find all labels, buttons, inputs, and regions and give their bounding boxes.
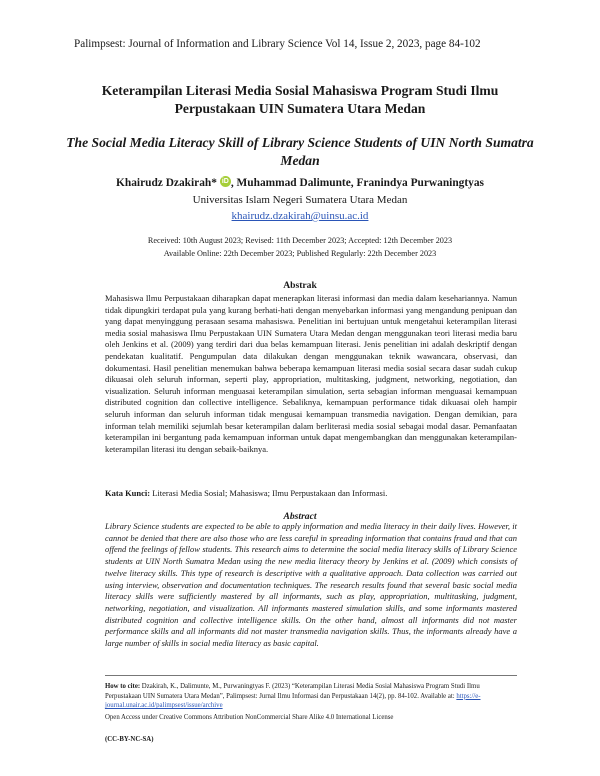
other-authors: , Muhammad Dalimunte, Franindya Purwaningtyas [230,177,484,189]
author-list [40,176,560,189]
keywords [105,488,517,498]
abstrak-body: Mahasiswa Ilmu Perpustakaan diharapkan dapat menerapkan literasi informasi dan media dalam kesehariannya. Namun tidak dipungkiri terdapat pula yang kurang berhati-hati dengan menyebarkan informasi yang mengandung penipuan dan yang dapat menyinggung perasaan sesama mahasiswa. Penelitian ini bertujuan untuk mengetahui keterampilan literasi media sosial mahasiswa Ilmu Perpustakaan UIN Sumatera Utara Medan dengan menggunakan teori literasi media baru oleh Jenkins et al. (2009) yang terdiri dari dua belas kemampuan literasi. Jenis penelitian ini adalah deskriptif dengan pendekatan kualitatif. Pengumpulan data dilakukan dengan menggunakan teknik wawancara, observasi, dan dokumentasi. Hasil penelitian menemukan bahwa beberapa kemampuan literasi media sosial secara dasar sudah cukup dikuasai oleh seluruh informan, seperti play, appropriation, multitasking, judgment, networking, negotiation, dan visualization. Seluruh informan menguasai keterampilan simulation, serta sebagian informan menguasai kemampuan distributed cognition dan collective intelligence. Sebaliknya, kemampuan performance tidak dikuasai oleh hampir seluruh informan dan seluruh informan tidak mengusai kemampuan transmedia navigation. Dengan demikian, para informan telah memiliki sejumlah besar keterampilan dalam berliterasi media sosial sebagai modal dasar. Pemanfaatan keterampilan ini bergantung pada kemampuan informan untuk dapat mengembangkan dan menggunakan keterampilan-keterampilan literasi itu dengan sebaik-baiknya. [105,293,517,454]
citation-text: Dzakirah, K., Dalimunte, M., Purwaningtyas F. (2023) “Keterampilan Literasi Media Sosial Mahasiswa Program Studi Ilmu Perpustakaan UIN Sumatera Utara Medan”, Palimpsest: Jurnal Ilmu Informasi dan Perpustakaan 14(2), pp. 84-102. Available at: [105,683,480,700]
footer-divider [105,675,517,676]
received-dates: Received: 10th August 2023; Revised: 11th December 2023; Accepted: 12th December 2023 [147,236,453,245]
orcid-icon[interactable]: iD [221,178,229,185]
abstrak-heading: Abstrak [283,280,317,291]
citation-link[interactable]: https://e- journal.unair.ac.id/palimpsest/issue/archive [105,692,481,710]
email-line [40,210,560,222]
license-short: (CC-BY-NC-SA) [105,736,154,743]
citation [105,682,517,711]
journal-header: Palimpsest: Journal of Information and Library Science Vol 14, Issue 2, 2023, page 84-102 [74,38,481,50]
abstract-body: Library Science students are expected to be able to apply information and media literacy in their daily lives. However, it cannot be denied that there are also those who are less careful in spreading information that contains fraud and that can offend the feelings of fellow students. This research aims to determine the social media literacy skills of Library Science students at UIN North Sumatra Medan using the new media literacy theory by Jenkins et al. (2009) which consists of twelve literacy skills. This type of research is descriptive with a qualitative approach. Data collection was carried out using interview, observation and documentation techniques. The research results found that several basic social media literacy skills were sufficiently mastered by all informants, such as play, appropriation, multitasking, judgment, networking, negotiation, and visualization. All informants mastered simulation skills, and some informants mastered distributed cognition and collective intelligence skills. On the other hand, almost all informants did not master performance skills and all informants did not master transmedia navigation skills. Thus, the informants already have a large number of skills in social media literacy as basic capital. [105,521,517,649]
paper-title-english: The Social Media Literacy Skill of Library Science Students of UIN North Sumatra Medan [66,135,534,168]
paper-title-indonesian: Keterampilan Literasi Media Sosial Mahasiswa Program Studi Ilmu Perpustakaan UIN Sumatera Utara Medan [101,83,499,116]
keywords-label: Kata Kunci: [105,488,151,498]
corresponding-marker: * [211,177,217,189]
abstract-heading: Abstract [283,511,317,522]
keywords-value: Literasi Media Sosial; Mahasiswa; Ilmu Perpustakaan dan Informasi. [150,488,388,498]
citation-label: How to cite: [105,683,141,690]
first-author: Khairudz Dzakirah [116,177,212,189]
affiliation: Universitas Islam Negeri Sumatera Utara Medan [192,194,408,206]
license-text: Open Access under Creative Commons Attribution NonCommercial Share Alike 4.0 International License [105,714,394,721]
email-link[interactable]: khairudz.dzakirah@uinsu.ac.id [231,210,369,222]
publication-dates: Available Online: 22th December 2023; Published Regularly: 22th December 2023 [163,249,437,258]
